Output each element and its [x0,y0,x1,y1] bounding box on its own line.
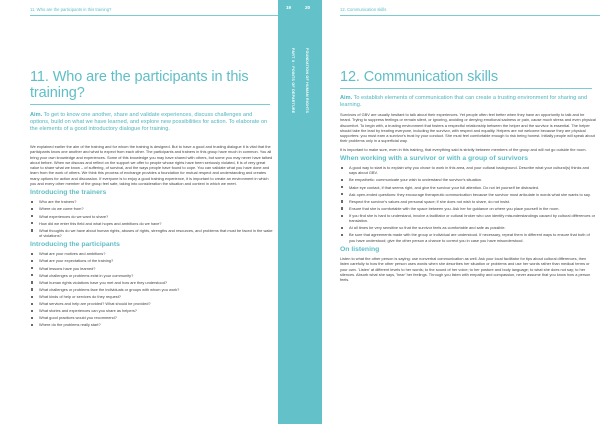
list-item: Where do the problems really start? [30,322,274,327]
list-item: A good way to start is to explain why you chose to work in this area, and your cultural background. Describe what your cultural(s) thinks and says about GBV. [340,165,596,176]
aim-label: Aim. [340,95,353,101]
list-item: At all times be very sensitive so that the survivor feels as comfortable and safe as possible. [340,225,596,230]
paragraph: Listen to what the other person is saying: use nonverbal communication as well. Ask your local facilitator for tips about cultural differences, then listen carefully to how the other person uses words when she describes her situation or problems and use her words rather than medical terms or your own. 'Listen' at different levels to her words; to the sound of her voice; to her posture and body language; to what she does not say; to her silences. Absorb what she says, 'hear' her feelings. Through you listen with empathy and compassion, never assume that you know how a person feels. [340,256,591,283]
left-page [0,0,278,424]
list-item: What challenges or problems exist in your community? [30,273,274,278]
list-item: Ensure that she is comfortable with the space between you. Ask her for guidance on where you place yourself in the room. [340,206,596,211]
subheading-on-listening: On listening [340,246,380,254]
list-item: What challenges or problems face the individuals or groups with whom you work? [30,287,274,292]
subheading-working-with-survivor: When working with a survivor or with a group of survivors [340,155,529,163]
title-rule-right [340,88,592,89]
participants-question-list [30,251,274,327]
list-item: What are your motives and ambitions? [30,251,274,256]
header-rule-right [340,15,600,16]
list-item: How did we enter this field and what hopes and ambitions do we have? [30,221,274,226]
list-item: Be sure that agreements made with the group or individual are understood. If necessary, repeat them in different ways to ensure that both of you have understood; give the other person a chance to correct you in case you have misunderstood. [340,232,596,243]
list-item: What are your expectations of the training? [30,258,274,263]
spine-label-right: FOUNDATION OF HUMAN RIGHTS [305,48,309,114]
trainers-question-list [30,199,274,238]
list-item: What lessons have you learned? [30,266,274,271]
list-item: What services and help are provided? What should be provided? [30,301,274,306]
list-item: Where do we come from? [30,206,274,211]
list-item: If you find she is hard to understand, involve a facilitator or cultural broker who can identify misunderstandings caused by cultural differences or translation. [340,213,596,224]
paragraph: Survivors of GBV are usually hesitant to talk about their experiences. Yet people often feel better when they have an opportunity to talk and be heard. Trying to suppress feelings or remain silent, or ignoring, avoiding or denying emotional sadness or pain, cause much stress and even physical discomfort. To begin with, a trusting environment that fosters a respectful relationship between the helper and the survivor is essential. The helper should take the lead by treating everyone, including the survivor, with respect and equality. Helpers are not welcome because they are physical supporters: you must earn a survivor's trust by your conduct. She must feel comfortable enough to risk being honest. Initially people will speak about their problems only in a superficial way. [340,112,596,144]
aim-statement-left [30,112,273,132]
subheading-trainers: Introducing the trainers [30,189,107,197]
spine-label-left: PART II · POINTS OF DEPARTURE [291,48,295,114]
list-item: Be empathetic: communicate your wish to understand the survivor's situation. [340,177,596,182]
subheading-participants: Introducing the participants [30,241,120,249]
paragraph: It is important to make sure, even in this training, that everything said is strictly between members of the group and will not go outside the room. [340,146,587,152]
list-item: What good practices would you recommend? [30,315,274,320]
intro-paragraph: We explained earlier the aim of the training and for whom the training is designed. But to have a good and trusting dialogue it is vital that the participants know one another and what to expect from each other. The participants and trainers in this group have much in common. You all bring your own knowledge and experiences. Some of this knowledge you may have shared with others, but some you may never have talked about before. When we discuss and reflect on the support we offer to people whose rights have been seriously violated, it is of very great value to share what we know – of suffering, of survival, and the ways people have found to cope. You can validate what you have done and learn from the work of others. We think this process of exchange provides a foundation for mutual respect and understanding and creates many options for action and discussion. If everyone is to enjoy a good training experience, it is important to create an environment in which you and every other member of the group feel safe, taking into consideration the situation and context in which we meet. [30,144,273,187]
page-number-left: 19 [286,5,292,10]
chapter-title-12: 12. Communication skills [340,69,498,85]
aim-statement-right [340,95,595,109]
aim-text: To get to know one another, share and validate experiences, discuss challenges and options, build on what we have learned, and explore new possibilities for action. To elaborate on the elements of a good introductory dialogue for training. [30,112,268,132]
list-item: Make eye contact, if that seems right, and give the survivor your full attention. Do not let yourself be distracted. [340,185,596,190]
body-left [30,144,274,329]
page-number-right: 20 [305,5,311,10]
list-item: What kinds of help or services do they request? [30,294,274,299]
list-item: What stories and experiences can you share as helpers? [30,308,274,313]
list-item: What human rights violations have you met and how are they understood? [30,280,274,285]
right-page [322,0,600,424]
aim-label: Aim. [30,112,43,118]
title-rule-left [30,104,270,105]
list-item: Ask open-ended questions: they encourage therapeutic communication because the survivor must articulate in words what she wants to say. [340,192,596,197]
header-rule-left [30,15,278,16]
list-item: What experiences do we want to share? [30,214,274,219]
aim-text: To establish elements of communication that can create a trusting environment for sharing and learning. [340,95,588,108]
body-right [340,112,596,286]
survivor-guidance-list [340,165,596,243]
list-item: Respect the survivor's values and personal space; if she does not wish to share, do not insist. [340,199,596,204]
running-head-left: 11. Who are the participants in this training? [30,7,112,12]
chapter-title-11: 11. Who are the participants in this training? [30,69,249,101]
running-head-right: 12. Communication skills [340,7,387,12]
list-item: What thoughts do we have about human rights, abuses of rights, strengths and resources, and problems that must be faced in the wake of violations? [30,228,274,239]
list-item: Who are the trainers? [30,199,274,204]
